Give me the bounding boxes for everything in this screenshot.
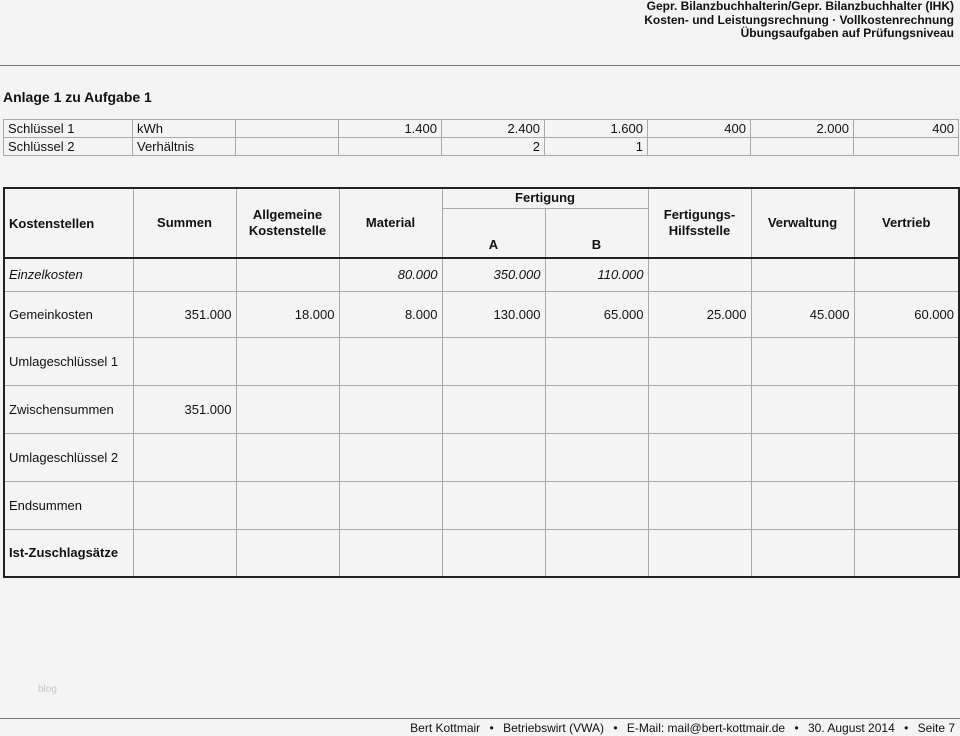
header-summen: Summen bbox=[133, 188, 236, 258]
cell-value bbox=[854, 529, 959, 577]
footer-date: 30. August 2014 bbox=[808, 721, 895, 735]
header-line-1: Gepr. Bilanzbuchhalterin/Gepr. Bilanzbuchhalter (IHK) bbox=[646, 0, 954, 13]
page-title: Anlage 1 zu Aufgabe 1 bbox=[3, 89, 152, 105]
key-value: 2 bbox=[442, 138, 545, 156]
key-value: 400 bbox=[648, 120, 751, 138]
footer-role: Betriebswirt (VWA) bbox=[503, 721, 604, 735]
table-row bbox=[4, 481, 959, 529]
row-label-ist-zuschlagsaetze: Ist-Zuschlagsätze bbox=[4, 529, 133, 577]
key-value: 1.600 bbox=[545, 120, 648, 138]
header-kostenstellen: Kostenstellen bbox=[4, 188, 133, 258]
bullet-icon: • bbox=[489, 721, 494, 735]
cell-value bbox=[442, 385, 545, 433]
cell-value bbox=[133, 529, 236, 577]
header-verwaltung: Verwaltung bbox=[751, 188, 854, 258]
footer-author: Bert Kottmair bbox=[410, 721, 481, 735]
cell-value bbox=[545, 337, 648, 385]
cell-value: 18.000 bbox=[236, 291, 339, 337]
header-fertigung-a: A bbox=[442, 208, 545, 258]
cell-value bbox=[648, 529, 751, 577]
watermark: blog bbox=[38, 684, 57, 695]
key-value: 2.000 bbox=[751, 120, 854, 138]
key-row-1 bbox=[4, 120, 959, 138]
cell-value bbox=[133, 481, 236, 529]
table-row bbox=[4, 337, 959, 385]
cell-value: 110.000 bbox=[545, 258, 648, 291]
cell-value: 130.000 bbox=[442, 291, 545, 337]
key-value bbox=[854, 138, 959, 156]
cell-value: 351.000 bbox=[133, 385, 236, 433]
key-value: 1 bbox=[545, 138, 648, 156]
header-line-2: Kosten- und Leistungsrechnung · Vollkostenrechnung bbox=[644, 12, 954, 27]
cell-value bbox=[751, 433, 854, 481]
cell-value bbox=[236, 258, 339, 291]
cell-value: 8.000 bbox=[339, 291, 442, 337]
cell-value bbox=[854, 433, 959, 481]
row-label-umlageschluessel-1: Umlageschlüssel 1 bbox=[4, 337, 133, 385]
cell-value bbox=[442, 337, 545, 385]
table-row bbox=[4, 258, 959, 291]
cell-value bbox=[854, 481, 959, 529]
cost-center-table bbox=[3, 187, 960, 578]
table-row bbox=[4, 433, 959, 481]
cell-value: 351.000 bbox=[133, 291, 236, 337]
cell-value bbox=[339, 337, 442, 385]
header-material: Material bbox=[339, 188, 442, 258]
header-fertigung: Fertigung bbox=[442, 188, 648, 208]
table-row bbox=[4, 529, 959, 577]
header-divider bbox=[0, 65, 960, 66]
cell-value bbox=[545, 385, 648, 433]
footer-divider bbox=[0, 718, 960, 719]
row-label-gemeinkosten: Gemeinkosten bbox=[4, 291, 133, 337]
document-footer bbox=[410, 721, 955, 735]
cell-value bbox=[442, 433, 545, 481]
cell-value bbox=[133, 433, 236, 481]
key-row-2 bbox=[4, 138, 959, 156]
cell-value bbox=[751, 481, 854, 529]
cell-value bbox=[648, 385, 751, 433]
header-row bbox=[4, 188, 959, 208]
cell-value: 60.000 bbox=[854, 291, 959, 337]
bullet-icon: • bbox=[794, 721, 799, 735]
cell-value bbox=[133, 337, 236, 385]
cell-value bbox=[854, 385, 959, 433]
header-allgemeine-kostenstelle: Allgemeine Kostenstelle bbox=[236, 188, 339, 258]
cell-value: 45.000 bbox=[751, 291, 854, 337]
cell-value bbox=[751, 337, 854, 385]
cell-value bbox=[236, 385, 339, 433]
header-fertigungs-hilfsstelle: Fertigungs-Hilfsstelle bbox=[648, 188, 751, 258]
header-line-3: Übungsaufgaben auf Prüfungsniveau bbox=[740, 26, 954, 40]
row-label-einzelkosten: Einzelkosten bbox=[4, 258, 133, 291]
cell-value bbox=[236, 433, 339, 481]
cell-value bbox=[854, 337, 959, 385]
cell-value bbox=[236, 337, 339, 385]
cell-value bbox=[442, 529, 545, 577]
header-vertrieb: Vertrieb bbox=[854, 188, 959, 258]
key-value: 400 bbox=[854, 120, 959, 138]
cell-value: 65.000 bbox=[545, 291, 648, 337]
key-table bbox=[3, 119, 959, 156]
document-header bbox=[644, 0, 954, 41]
cell-value bbox=[339, 433, 442, 481]
key-value: 2.400 bbox=[442, 120, 545, 138]
cell-value bbox=[545, 433, 648, 481]
cell-value bbox=[545, 529, 648, 577]
cell-value: 80.000 bbox=[339, 258, 442, 291]
cell-value bbox=[339, 529, 442, 577]
cell-value bbox=[751, 258, 854, 291]
cell-value bbox=[648, 337, 751, 385]
cell-value bbox=[339, 481, 442, 529]
cell-value bbox=[236, 481, 339, 529]
key-unit: kWh bbox=[133, 120, 236, 138]
table-row bbox=[4, 291, 959, 337]
table-row bbox=[4, 385, 959, 433]
key-label: Schlüssel 1 bbox=[4, 120, 133, 138]
footer-page: Seite 7 bbox=[917, 721, 955, 735]
cell-value bbox=[648, 258, 751, 291]
bullet-icon: • bbox=[613, 721, 618, 735]
cell-value bbox=[545, 481, 648, 529]
key-value bbox=[648, 138, 751, 156]
cell-value bbox=[236, 529, 339, 577]
cell-value bbox=[751, 529, 854, 577]
key-label: Schlüssel 2 bbox=[4, 138, 133, 156]
cell-value bbox=[339, 385, 442, 433]
footer-email: E-Mail: mail@bert-kottmair.de bbox=[626, 721, 786, 735]
bullet-icon: • bbox=[904, 721, 909, 735]
row-label-zwischensummen: Zwischensummen bbox=[4, 385, 133, 433]
key-unit: Verhältnis bbox=[133, 138, 236, 156]
key-value bbox=[751, 138, 854, 156]
key-value bbox=[236, 120, 339, 138]
key-value bbox=[339, 138, 442, 156]
cell-value: 350.000 bbox=[442, 258, 545, 291]
cell-value bbox=[442, 481, 545, 529]
row-label-endsummen: Endsummen bbox=[4, 481, 133, 529]
cell-value bbox=[648, 481, 751, 529]
key-value bbox=[236, 138, 339, 156]
row-label-umlageschluessel-2: Umlageschlüssel 2 bbox=[4, 433, 133, 481]
cell-value bbox=[854, 258, 959, 291]
cell-value bbox=[133, 258, 236, 291]
cell-value: 25.000 bbox=[648, 291, 751, 337]
key-value: 1.400 bbox=[339, 120, 442, 138]
cell-value bbox=[648, 433, 751, 481]
header-fertigung-b: B bbox=[545, 208, 648, 258]
cell-value bbox=[751, 385, 854, 433]
